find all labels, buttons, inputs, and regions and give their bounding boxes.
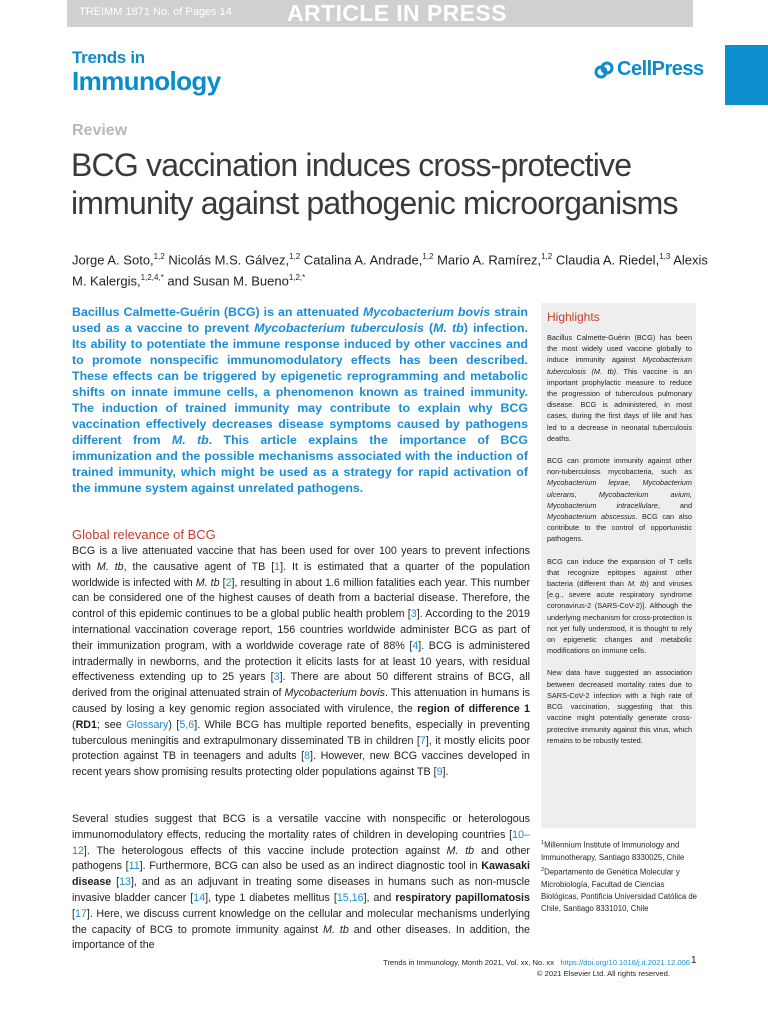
body-text: ]. There are about 50 different strains of BCG, all derived from the original attenuated strain of [72, 671, 530, 700]
body-italic: M. tb [96, 560, 124, 573]
author-affil-marker: 1,2 [422, 252, 434, 261]
highlight-item [547, 455, 692, 545]
abstract-text: strain used as a vaccine to prevent [72, 305, 529, 335]
cellpress-logo-icon [594, 60, 614, 80]
manuscript-meta: TREIMM 1871 No. of Pages 14 [79, 6, 232, 18]
reference-link[interactable]: 2 [225, 576, 232, 589]
highlight-text: BCG can induce the expansion of T cells that recognize epitopes against other bacteria (different than [547, 556, 692, 589]
body-text: ], and [363, 891, 396, 904]
highlight-text: ) and viruses [e.g., severe acute respiratory syndrome coronavirus-2 (SARS-CoV-2)]. Although the underlying mechanism for cross-protection is not yet fully understood, it is thought to rely on epigenetic changes and metabolic modifications on immune cells. [547, 579, 692, 656]
reference-link[interactable]: 7 [419, 734, 426, 747]
reference-link[interactable]: 17 [74, 907, 87, 920]
copyright-notice: © 2021 Elsevier Ltd. All rights reserved. [536, 969, 670, 978]
glossary-term: region of difference 1 [417, 702, 530, 715]
author-name: Claudia A. Riedel, [552, 252, 660, 268]
article-in-press-label: ARTICLE IN PRESS [287, 0, 507, 26]
body-text: ; see [96, 718, 127, 731]
author-name: Alexis M. Kalergis, [72, 252, 708, 289]
abstract-species: Mycobacterium tuberculosis [254, 321, 424, 335]
author-affil-marker: 1,3 [659, 252, 671, 261]
reference-link[interactable]: 5,6 [179, 718, 195, 731]
abstract-text: ) infection. Its ability to potentiate the immune response induced by other vaccines and to promote nonspecific immunomodulatory effects has been described. These effects can be triggered by epigenetic reprogramming and metabolic shifts on innate immune cells, a phenomenon known as trained immunity. The induction of trained immunity may contribute to explain why BCG vaccination effectively decreases disease symptoms caused by pathogens different from [72, 321, 529, 447]
body-text: ]. It is estimated that a quarter of the population worldwide is infected with [72, 560, 530, 589]
body-paragraph-1 [72, 544, 530, 781]
body-text: BCG is a live attenuated vaccine that has been used for over 100 years to prevent infections with [72, 545, 530, 573]
highlight-italic: Mycobacterium tuberculosis (M. tb) [547, 355, 692, 376]
body-text: . This attenuation in humans is caused by losing a key genomic region associated with virulence, the [72, 687, 530, 715]
highlight-italic: M. tb [627, 579, 647, 589]
highlight-item [547, 556, 692, 657]
body-italic: M. tb [323, 923, 349, 936]
journal-name-line2: Immunology [72, 66, 221, 96]
body-text: ], type 1 diabetes mellitus [ [205, 891, 337, 904]
body-text: [ [72, 907, 75, 920]
highlight-text: . BCG can also contribute to the control of opportunistic pathogens. [547, 512, 692, 544]
author-name: Nicolás M.S. Gálvez, [164, 252, 290, 268]
doi-link[interactable]: https://doi.org/10.1016/j.it.2021.12.006 [560, 958, 690, 967]
reference-link[interactable]: 14 [193, 891, 206, 904]
body-text: and other pathogens [ [72, 844, 530, 873]
body-text: ]. Furthermore, BCG can also be used as an indirect diagnostic tool in [139, 860, 482, 873]
abstract-text: Bacillus Calmette-Guérin (BCG) is an attenuated [72, 305, 364, 319]
reference-link[interactable]: 10–12 [72, 828, 530, 857]
section-heading: Global relevance of BCG [72, 527, 216, 542]
abstract-species: Mycobacterium bovis [363, 305, 491, 319]
author-affil-marker: 1,2 [289, 252, 301, 261]
publisher-logo [594, 58, 704, 81]
author-affil-marker: 1,2,4,* [140, 273, 164, 283]
author-affil-marker: 1,2 [153, 252, 165, 261]
reference-link[interactable]: 11 [128, 860, 140, 873]
body-italic: Mycobacterium bovis [284, 687, 385, 700]
author-name: Catalina A. Andrade, [300, 252, 423, 268]
highlight-item [547, 332, 692, 444]
body-text: ) [ [168, 718, 180, 731]
abstract [72, 304, 528, 496]
highlight-italic: Mycobacterium leprae, Mycobacterium ulcerans, Mycobacterium avium, Mycobacterium intracellulare [547, 478, 692, 510]
body-italic: M. tb [446, 844, 475, 857]
journal-name-line1: Trends in [72, 48, 145, 67]
abstract-text: ( [423, 321, 434, 335]
body-text: ]. The heterologous effects of this vaccine include protection against [83, 844, 447, 857]
body-text: Several studies suggest that BCG is a versatile vaccine with nonspecific or heterologous immunomodulatory effects, reducing the mortality rates of children in developing countries [ [72, 813, 530, 841]
affiliation-text: Millennium Institute of Immunology and Immunotherapy, Santiago 8330025, Chile [541, 840, 685, 862]
body-text: ]. However, new BCG vaccines developed in recent years show promising results protecting older populations against TB [ [72, 750, 530, 779]
abstract-text: . This article explains the importance of BCG immunization and the possible mechanisms associated with the induction of trained immunity, which might be used as a strategy for rapid activation of the immune system against unrelated pathogens. [72, 433, 528, 495]
highlight-text: BCG can promote immunity against other non-tuberculosis mycobacteria, such as [547, 456, 692, 477]
body-text: ]. While BCG has multiple reported benefits, especially in preventing tuberculous meningitis and extrapulmonary disseminated TB in children [ [72, 718, 530, 747]
affiliation-item [541, 837, 701, 864]
highlight-text: , and [657, 500, 693, 510]
journal-logo [72, 48, 221, 95]
abstract-species: M. tb [171, 433, 209, 447]
glossary-link[interactable]: Glossary [126, 718, 169, 731]
affiliation-marker: 2 [541, 867, 545, 873]
article-type: Review [72, 122, 128, 139]
body-text: ]. [442, 766, 449, 779]
affiliations [541, 837, 701, 915]
reference-link[interactable]: 1 [274, 560, 281, 573]
reference-link[interactable]: 3 [410, 608, 417, 621]
glossary-term: Kawasaki disease [72, 860, 531, 889]
reference-link[interactable]: 3 [273, 671, 280, 684]
body-text: , the causative agent of TB [ [123, 560, 275, 573]
author-affil-marker: 1,2,* [288, 273, 306, 283]
glossary-term: RD1 [75, 718, 97, 731]
journal-color-tab [725, 45, 768, 105]
abstract-species: M. tb [433, 321, 464, 335]
body-paragraph-2 [72, 812, 530, 954]
highlights-box [541, 303, 696, 828]
highlight-text: Bacillus Calmette-Guérin (BCG) has been the most widely used vaccine globally to induce immunity against [547, 333, 692, 365]
body-text: ( [72, 718, 76, 731]
author-name: Jorge A. Soto, [72, 252, 154, 268]
highlight-item: New data have suggested an association between decreased mortality rates due to SARS-CoV-2 infection with a high rate of BCG vaccination, suggesting that this vaccine might potentially generate cross-protective immunity against this virus, which remains to be robustly tested. [547, 668, 692, 745]
body-text: ], and as an adjuvant in treating some diseases in humans such as non-muscle invasive bladder cancer [ [72, 876, 530, 904]
affiliation-text: Departamento de Genética Molecular y Microbiología, Facultad de Ciencias Biológicas, Pontificia Universidad Católica de Chile, Santiago 8331010, Chile [541, 867, 698, 914]
reference-link[interactable]: 8 [304, 750, 311, 763]
body-italic: M. tb [195, 576, 220, 589]
author-name: Mario A. Ramírez, [433, 252, 542, 268]
highlight-italic: Mycobacterium abscessus [547, 512, 636, 522]
page-footer [300, 957, 690, 979]
body-text: [ [111, 876, 120, 889]
reference-link[interactable]: 4 [412, 639, 419, 652]
body-text: ]. Here, we discuss current knowledge on the cellular and molecular mechanisms underlying the capacity of BCG to promote immunity against [72, 907, 530, 936]
highlight-text: . This vaccine is an important prophylactic measure to reduce the progression of tuberculous pulmonary disease. BCG is administered, in most cases, during the first days of life and has led to a decrease in neonatal tuberculosis deaths. [547, 366, 692, 443]
article-in-press-banner [67, 0, 693, 27]
affiliation-marker: 1 [541, 840, 545, 846]
body-text: ]. BCG is administered intradermally in newborns, and the protection it elicits lasts for at least 10 years, with residual effectiveness extending up to 25 years [ [72, 639, 530, 684]
glossary-term: respiratory papillomatosis [395, 891, 530, 904]
body-text: and other diseases. In addition, the importance of the [72, 923, 530, 952]
body-text: [ [219, 576, 226, 589]
reference-link[interactable]: 13 [119, 876, 131, 889]
reference-link[interactable]: 9 [436, 766, 443, 779]
body-text: ], resulting in about 1.6 million fatalities each year. This number can be considered one of the highest causes of death from a bacterial disease. Therefore, the control of this epidemic continues to be a global public health problem [ [72, 576, 530, 621]
publisher-name: CellPress [617, 58, 704, 80]
author-name: and Susan M. Bueno [163, 273, 289, 289]
journal-citation: Trends in Immunology, Month 2021, Vol. xx, No. xx [383, 958, 555, 967]
author-list [72, 248, 712, 291]
reference-link[interactable]: 15,16 [336, 891, 364, 904]
page-number: 1 [691, 955, 697, 966]
highlights-heading: Highlights [547, 310, 600, 324]
affiliation-item [541, 864, 701, 915]
body-text: ], it mostly elicits poor protection against TB in teenagers and adults [ [72, 734, 531, 763]
body-text: ]. According to the 2019 international vaccination coverage report, 156 countries worldwide administer BCG as part of their immunization program, with a worldwide coverage rate of 88% [ [72, 608, 531, 652]
author-affil-marker: 1,2 [541, 252, 553, 261]
article-title: BCG vaccination induces cross-protective immunity against pathogenic microorganisms [71, 147, 678, 221]
